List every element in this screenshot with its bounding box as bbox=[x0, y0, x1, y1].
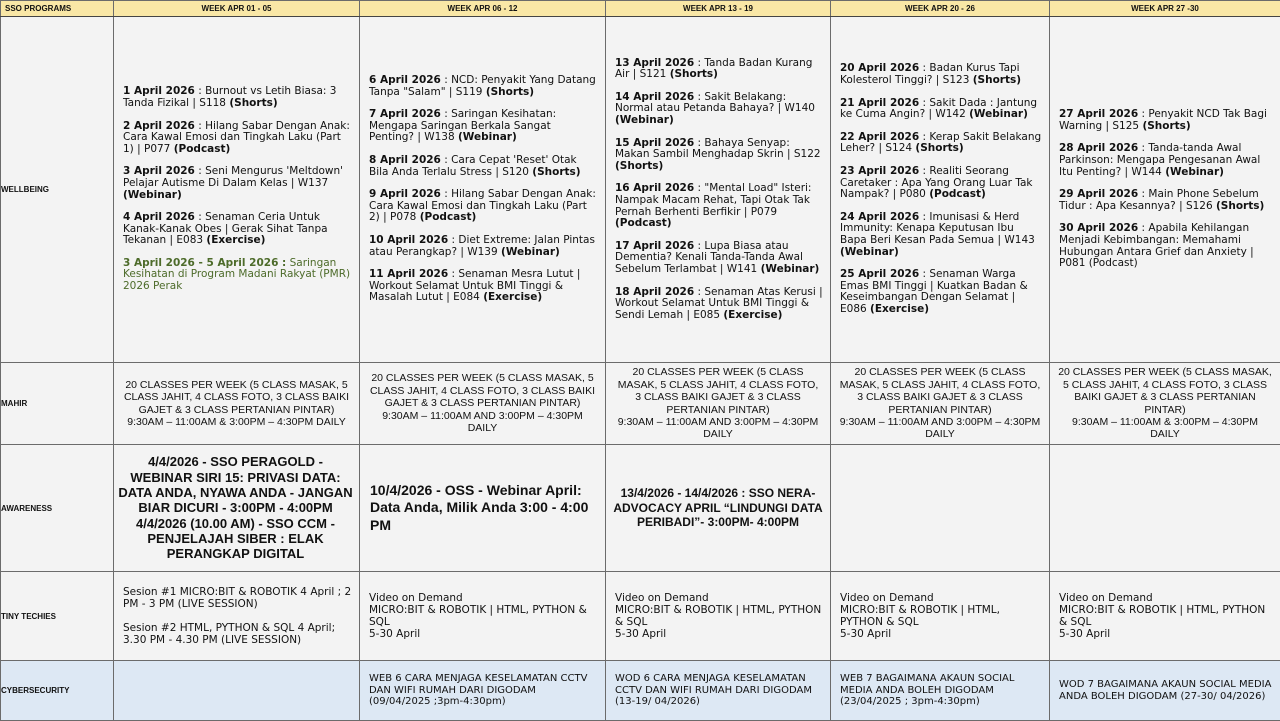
entry-type: (Podcast) bbox=[615, 217, 672, 229]
mahir-week-2 bbox=[360, 363, 606, 445]
wellbeing-entry bbox=[369, 109, 599, 144]
entry-type: (Podcast) bbox=[174, 143, 231, 155]
entry-date: 8 April 2026 bbox=[369, 154, 441, 166]
entry-date: 14 April 2026 bbox=[615, 91, 694, 103]
vod-label: Video on Demand bbox=[840, 592, 1043, 604]
entry-type: (Shorts) bbox=[670, 68, 718, 80]
mahir-text bbox=[114, 379, 359, 429]
vod-dates: 5-30 April bbox=[615, 628, 824, 640]
awareness-text bbox=[606, 486, 830, 530]
mahir-times: 9:30AM – 11:00AM & 3:00PM – 4:30PM DAILY bbox=[122, 416, 351, 428]
awareness-event: 10/4/2026 - OSS - Webinar April: Data Anda, Milik Anda 3:00 - 4:00 PM bbox=[370, 482, 599, 535]
tiny-techies-text bbox=[360, 592, 605, 640]
entry-date: 7 April 2026 bbox=[369, 108, 441, 120]
tiny-techies-week-1 bbox=[114, 572, 360, 661]
mahir-times: 9:30AM – 11:00AM & 3:00PM – 4:30PM DAILY bbox=[1058, 416, 1272, 441]
wellbeing-entry bbox=[123, 86, 353, 109]
entry-type: (Webinar) bbox=[969, 108, 1028, 120]
awareness-week-4 bbox=[831, 445, 1050, 572]
entry-date: 29 April 2026 bbox=[1059, 188, 1138, 200]
entry-type: (Shorts) bbox=[973, 74, 1021, 86]
mahir-classes: 20 CLASSES PER WEEK (5 CLASS MASAK, 5 CLASS JAHIT, 4 CLASS FOTO, 3 CLASS BAIKI GAJET & 3 CLASS PERTANIAN PINTAR) bbox=[368, 372, 597, 409]
mahir-text bbox=[1050, 366, 1280, 440]
vod-topics: MICRO:BIT & ROBOTIK | HTML, PYTHON & SQL bbox=[1059, 604, 1274, 628]
vod-label: Video on Demand bbox=[615, 592, 824, 604]
entry-title: : Senaman Warga Emas BMI Tinggi | Kuatkan Badan & Keseimbangan Dengan Selamat | E086 bbox=[840, 268, 1028, 315]
wellbeing-week-2 bbox=[360, 17, 606, 363]
awareness-text bbox=[114, 454, 359, 561]
tiny-techies-row bbox=[1, 572, 1280, 661]
highlight-heading: 3 April 2026 - 5 April 2026 : bbox=[123, 257, 286, 269]
wellbeing-entry bbox=[123, 212, 353, 247]
awareness-week-1 bbox=[114, 445, 360, 572]
mahir-times: 9:30AM – 11:00AM AND 3:00PM – 4:30PM DAILY bbox=[839, 416, 1041, 441]
wellbeing-entry bbox=[369, 269, 599, 304]
wellbeing-week-3 bbox=[606, 17, 831, 363]
awareness-row bbox=[1, 445, 1280, 572]
row-label-tiny-techies: TINY TECHIES bbox=[1, 572, 114, 661]
programs-header: SSO PROGRAMS bbox=[1, 1, 114, 17]
vod-topics: MICRO:BIT & ROBOTIK | HTML, PYTHON & SQL bbox=[615, 604, 824, 628]
tiny-techies-week-5 bbox=[1050, 572, 1280, 661]
wellbeing-week-5 bbox=[1050, 17, 1280, 363]
entry-title: : Senaman Ceria Untuk Kanak-Kanak Obes | Gerak Sihat Tanpa Tekanan | E083 bbox=[123, 211, 328, 246]
entry-title: : Realiti Seorang Caretaker : Apa Yang Orang Luar Tak Nampak? | P080 bbox=[840, 165, 1033, 200]
week-header: WEEK APR 01 - 05 bbox=[114, 1, 360, 17]
cybersecurity-week-2 bbox=[360, 661, 606, 721]
wellbeing-list bbox=[606, 58, 830, 322]
wellbeing-entry bbox=[840, 212, 1043, 258]
mahir-classes: 20 CLASSES PER WEEK (5 CLASS MASAK, 5 CLASS JAHIT, 4 CLASS FOTO, 3 CLASS BAIKI GAJET & 3 CLASS PERTANIAN PINTAR) bbox=[122, 379, 351, 416]
wellbeing-entry bbox=[369, 155, 599, 178]
wellbeing-list bbox=[1050, 109, 1280, 270]
entry-title: : Imunisasi & Herd Immunity: Kenapa Keputusan Ibu Bapa Beri Kesan Pada Semua | W143 bbox=[840, 211, 1035, 246]
tiny-techies-text bbox=[831, 592, 1049, 640]
mahir-times: 9:30AM – 11:00AM AND 3:00PM – 4:30PM DAILY bbox=[614, 416, 822, 441]
awareness-text bbox=[360, 482, 605, 535]
wellbeing-entry bbox=[1059, 109, 1274, 132]
wellbeing-entry bbox=[840, 98, 1043, 121]
wellbeing-entry bbox=[615, 183, 824, 229]
mahir-week-1 bbox=[114, 363, 360, 445]
cybersecurity-week-1 bbox=[114, 661, 360, 721]
wellbeing-entry bbox=[369, 189, 599, 224]
cybersecurity-week-3 bbox=[606, 661, 831, 721]
cybersecurity-row bbox=[1, 661, 1280, 721]
mahir-classes: 20 CLASSES PER WEEK (5 CLASS MASAK, 5 CLASS JAHIT, 4 CLASS FOTO, 3 CLASS BAIKI GAJET & 3 CLASS PERTANIAN PINTAR) bbox=[1058, 366, 1272, 416]
entry-date: 10 April 2026 bbox=[369, 234, 448, 246]
entry-date: 25 April 2026 bbox=[840, 268, 919, 280]
entry-title: : Main Phone Sebelum Tidur : Apa Kesannya? | S126 bbox=[1059, 188, 1259, 212]
entry-type: (Webinar) bbox=[1165, 166, 1224, 178]
wellbeing-list bbox=[831, 63, 1049, 315]
entry-date: 3 April 2026 bbox=[123, 165, 195, 177]
entry-title: : Lupa Biasa atau Dementia? Kenali Tanda-Tanda Awal Sebelum Terlambat | W141 bbox=[615, 240, 803, 275]
awareness-week-2 bbox=[360, 445, 606, 572]
entry-type: (Shorts) bbox=[1216, 200, 1264, 212]
entry-type: (Webinar) bbox=[501, 246, 560, 258]
cybersecurity-text: WEB 7 BAGAIMANA AKAUN SOCIAL MEDIA ANDA BOLEH DIGODAM (23/04/2025 ; 3pm-4:30pm) bbox=[831, 673, 1049, 708]
entry-title: : Senaman Atas Kerusi | Workout Selamat Untuk BMI Tinggi & Sendi Lemah | E085 bbox=[615, 286, 823, 321]
cybersecurity-text: WOD 7 BAGAIMANA AKAUN SOCIAL MEDIA ANDA BOLEH DIGODAM (27-30/ 04/2026) bbox=[1050, 679, 1280, 702]
entry-title: : Burnout vs Letih Biasa: 3 Tanda Fizikal | S118 bbox=[123, 85, 336, 109]
entry-title: : Hilang Sabar Dengan Anak: Cara Kawal Emosi dan Tingkah Laku (Part 2) | P078 bbox=[369, 188, 596, 223]
entry-date: 9 April 2026 bbox=[369, 188, 441, 200]
mahir-times: 9:30AM – 11:00AM AND 3:00PM – 4:30PM DAILY bbox=[368, 410, 597, 435]
mahir-week-3 bbox=[606, 363, 831, 445]
mahir-text bbox=[360, 372, 605, 434]
entry-type: (Shorts) bbox=[915, 142, 963, 154]
wellbeing-entry bbox=[615, 241, 824, 276]
entry-date: 11 April 2026 bbox=[369, 268, 448, 280]
row-label-cybersecurity: CYBERSECURITY bbox=[1, 661, 114, 721]
cybersecurity-week-4 bbox=[831, 661, 1050, 721]
week-header: WEEK APR 20 - 26 bbox=[831, 1, 1050, 17]
entry-title: : Cara Cepat 'Reset' Otak Bila Anda Terlalu Stress | S120 bbox=[369, 154, 577, 178]
entry-type: (Shorts) bbox=[1142, 120, 1190, 132]
entry-title: : Hilang Sabar Dengan Anak: Cara Kawal Emosi dan Tingkah Laku (Part 1) | P077 bbox=[123, 120, 350, 155]
vod-dates: 5-30 April bbox=[840, 628, 1043, 640]
vod-topics: MICRO:BIT & ROBOTIK | HTML, PYTHON & SQL bbox=[840, 604, 1043, 628]
wellbeing-week-4 bbox=[831, 17, 1050, 363]
wellbeing-week-1 bbox=[114, 17, 360, 363]
entry-type: (Shorts) bbox=[615, 160, 663, 172]
tiny-techies-week-3 bbox=[606, 572, 831, 661]
row-label-mahir: MAHIR bbox=[1, 363, 114, 445]
entry-date: 17 April 2026 bbox=[615, 240, 694, 252]
vod-label: Video on Demand bbox=[1059, 592, 1274, 604]
row-label-awareness: AWARENESS bbox=[1, 445, 114, 572]
entry-type: (Exercise) bbox=[206, 234, 265, 246]
entry-date: 1 April 2026 bbox=[123, 85, 195, 97]
mahir-text bbox=[831, 366, 1049, 440]
wellbeing-entry bbox=[1059, 223, 1274, 269]
entry-type: (Shorts) bbox=[486, 86, 534, 98]
week-header: WEEK APR 06 - 12 bbox=[360, 1, 606, 17]
entry-date: 16 April 2026 bbox=[615, 182, 694, 194]
mahir-row bbox=[1, 363, 1280, 445]
entry-title: : Seni Mengurus 'Meltdown' Pelajar Autisme Di Dalam Kelas | W137 bbox=[123, 165, 343, 189]
awareness-week-3 bbox=[606, 445, 831, 572]
entry-date: 24 April 2026 bbox=[840, 211, 919, 223]
tiny-techies-text bbox=[606, 592, 830, 640]
wellbeing-entry bbox=[123, 121, 353, 156]
row-label-wellbeing: WELLBEING bbox=[1, 17, 114, 363]
entry-type: (Exercise) bbox=[870, 303, 929, 315]
entry-date: 23 April 2026 bbox=[840, 165, 919, 177]
entry-type: (Podcast) bbox=[929, 188, 986, 200]
wellbeing-entry bbox=[615, 287, 824, 322]
entry-date: 27 April 2026 bbox=[1059, 108, 1138, 120]
entry-date: 21 April 2026 bbox=[840, 97, 919, 109]
vod-dates: 5-30 April bbox=[1059, 628, 1274, 640]
session-2: Sesion #2 HTML, PYTHON & SQL 4 April; 3.30 PM - 4.30 PM (LIVE SESSION) bbox=[123, 622, 353, 646]
cybersecurity-week-5 bbox=[1050, 661, 1280, 721]
entry-title: : Bahaya Senyap: Makan Sambil Menghadap Skrin | S122 bbox=[615, 137, 821, 161]
wellbeing-entry bbox=[1059, 189, 1274, 212]
wellbeing-entry bbox=[1059, 143, 1274, 178]
wellbeing-row bbox=[1, 17, 1280, 363]
entry-date: 15 April 2026 bbox=[615, 137, 694, 149]
wellbeing-entry bbox=[369, 75, 599, 98]
wellbeing-entry bbox=[840, 132, 1043, 155]
entry-type: (Shorts) bbox=[532, 166, 580, 178]
entry-title: : Penyakit NCD Tak Bagi Warning | S125 bbox=[1059, 108, 1267, 132]
tiny-techies-week-4 bbox=[831, 572, 1050, 661]
wellbeing-list bbox=[114, 86, 359, 292]
header-row bbox=[1, 1, 1280, 17]
entry-type: (Exercise) bbox=[483, 291, 542, 303]
entry-type: (Webinar) bbox=[123, 189, 182, 201]
entry-date: 20 April 2026 bbox=[840, 62, 919, 74]
entry-title: : "Mental Load" Isteri: Nampak Macam Rehat, Tapi Otak Tak Pernah Berhenti Berfikir | P079 bbox=[615, 182, 811, 217]
entry-date: 18 April 2026 bbox=[615, 286, 694, 298]
entry-type: (Webinar) bbox=[761, 263, 820, 275]
entry-title: : Sakit Belakang: Normal atau Petanda Bahaya? | W140 bbox=[615, 91, 815, 115]
mahir-text bbox=[606, 366, 830, 440]
vod-label: Video on Demand bbox=[369, 592, 599, 604]
awareness-event: 4/4/2026 - SSO PERAGOLD - WEBINAR SIRI 15: PRIVASI DATA: DATA ANDA, NYAWA ANDA - JANGAN BIAR DICURI - 3:00PM - 4:00PM bbox=[118, 454, 353, 515]
wellbeing-entry bbox=[615, 92, 824, 127]
highlight-text: Saringan Kesihatan di Program Madani Rakyat (PMR) 2026 Perak bbox=[123, 257, 350, 292]
cybersecurity-text: WEB 6 CARA MENJAGA KESELAMATAN CCTV DAN WIFI RUMAH DARI DIGODAM (09/04/2025 ;3pm-4:30pm) bbox=[360, 673, 605, 708]
mahir-week-4 bbox=[831, 363, 1050, 445]
entry-title: : Diet Extreme: Jalan Pintas atau Perangkap? | W139 bbox=[369, 234, 595, 258]
entry-date: 6 April 2026 bbox=[369, 74, 441, 86]
entry-type: (Shorts) bbox=[229, 97, 277, 109]
wellbeing-entry bbox=[840, 63, 1043, 86]
wellbeing-highlight-entry bbox=[123, 258, 353, 293]
wellbeing-entry bbox=[615, 138, 824, 173]
cybersecurity-text: WOD 6 CARA MENJAGA KESELAMATAN CCTV DAN WIFI RUMAH DARI DIGODAM (13-19/ 04/2026) bbox=[606, 673, 830, 708]
wellbeing-list bbox=[360, 75, 605, 304]
mahir-classes: 20 CLASSES PER WEEK (5 CLASS MASAK, 5 CLASS JAHIT, 4 CLASS FOTO, 3 CLASS BAIKI GAJET & 3 CLASS PERTANIAN PINTAR) bbox=[614, 366, 822, 416]
week-header: WEEK APR 27 -30 bbox=[1050, 1, 1280, 17]
tiny-techies-text bbox=[1050, 592, 1280, 640]
entry-title: : NCD: Penyakit Yang Datang Tanpa "Salam" | S119 bbox=[369, 74, 596, 98]
wellbeing-entry bbox=[369, 235, 599, 258]
entry-type: (Podcast) bbox=[420, 211, 477, 223]
entry-title: : Apabila Kehilangan Menjadi Kebimbangan: Memahami Hubungan Antara Grief dan Anxiety | P081 (Podcast) bbox=[1059, 222, 1254, 269]
wellbeing-entry bbox=[840, 269, 1043, 315]
awareness-event: 4/4/2026 (10.00 AM) - SSO CCM - PENJELAJAH SIBER : ELAK PERANGKAP DIGITAL bbox=[118, 516, 353, 562]
week-header: WEEK APR 13 - 19 bbox=[606, 1, 831, 17]
entry-date: 22 April 2026 bbox=[840, 131, 919, 143]
entry-title: : Tanda Badan Kurang Air | S121 bbox=[615, 57, 812, 81]
entry-date: 13 April 2026 bbox=[615, 57, 694, 69]
awareness-event: 13/4/2026 - 14/4/2026 : SSO NERA- ADVOCACY APRIL “LINDUNGI DATA PERIBADI”- 3:00PM- 4:00PM bbox=[612, 486, 824, 530]
entry-title: : Senaman Mesra Lutut | Workout Selamat Untuk BMI Tinggi & Masalah Lutut | E084 bbox=[369, 268, 580, 303]
entry-title: : Sakit Dada : Jantung ke Cuma Angin? | W142 bbox=[840, 97, 1037, 121]
wellbeing-entry bbox=[123, 166, 353, 201]
entry-title: : Badan Kurus Tapi Kolesterol Tinggi? | S123 bbox=[840, 62, 1020, 86]
entry-date: 4 April 2026 bbox=[123, 211, 195, 223]
entry-date: 28 April 2026 bbox=[1059, 142, 1138, 154]
entry-title: : Tanda-tanda Awal Parkinson: Mengapa Pengesanan Awal Itu Penting? | W144 bbox=[1059, 142, 1260, 177]
awareness-week-5 bbox=[1050, 445, 1280, 572]
entry-type: (Exercise) bbox=[723, 309, 782, 321]
mahir-week-5 bbox=[1050, 363, 1280, 445]
entry-type: (Webinar) bbox=[458, 131, 517, 143]
vod-topics: MICRO:BIT & ROBOTIK | HTML, PYTHON & SQL bbox=[369, 604, 599, 628]
entry-date: 30 April 2026 bbox=[1059, 222, 1138, 234]
tiny-techies-text bbox=[114, 586, 359, 646]
wellbeing-entry bbox=[840, 166, 1043, 201]
entry-title: : Saringan Kesihatan: Mengapa Saringan Berkala Sangat Penting? | W138 bbox=[369, 108, 556, 143]
session-1: Sesion #1 MICRO:BIT & ROBOTIK 4 April ; 2 PM - 3 PM (LIVE SESSION) bbox=[123, 586, 353, 610]
entry-date: 2 April 2026 bbox=[123, 120, 195, 132]
tiny-techies-week-2 bbox=[360, 572, 606, 661]
entry-title: : Kerap Sakit Belakang Leher? | S124 bbox=[840, 131, 1041, 155]
entry-type: (Webinar) bbox=[615, 114, 674, 126]
mahir-classes: 20 CLASSES PER WEEK (5 CLASS MASAK, 5 CLASS JAHIT, 4 CLASS FOTO, 3 CLASS BAIKI GAJET & 3 CLASS PERTANIAN PINTAR) bbox=[839, 366, 1041, 416]
vod-dates: 5-30 April bbox=[369, 628, 599, 640]
entry-type: (Webinar) bbox=[840, 246, 899, 258]
wellbeing-entry bbox=[615, 58, 824, 81]
